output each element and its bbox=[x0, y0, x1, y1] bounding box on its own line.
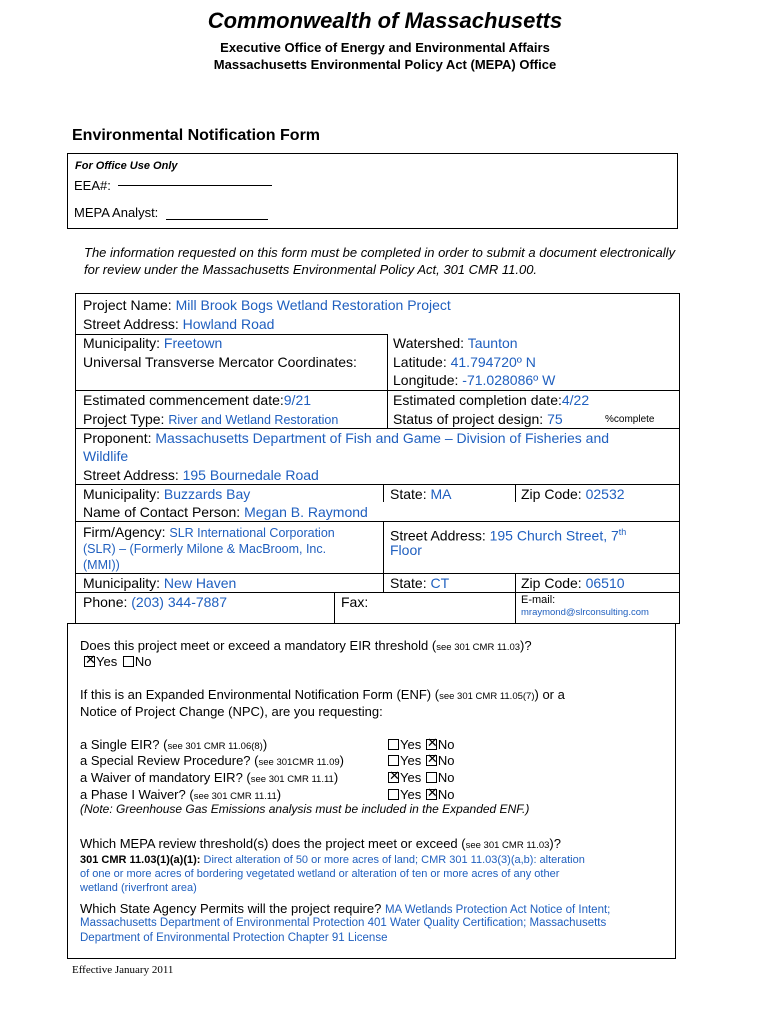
longitude-label: Longitude: bbox=[393, 372, 459, 388]
expanded-line1: If this is an Expanded Environmental Notification Form (ENF) ( bbox=[80, 687, 440, 702]
contact-state-cell bbox=[390, 574, 449, 592]
project-name-label: Project Name: bbox=[83, 297, 172, 313]
longitude-cell bbox=[393, 371, 555, 389]
street-label: Street Address: bbox=[83, 316, 179, 332]
municipality-label: Municipality: bbox=[83, 335, 161, 351]
firm-agency-value[interactable]: SLR International Corporation bbox=[169, 526, 335, 540]
table-column-rule bbox=[515, 573, 516, 624]
watershed-label: Watershed: bbox=[393, 335, 465, 351]
project-type-label: Project Type: bbox=[83, 411, 165, 427]
special-review-no-checkbox[interactable] bbox=[426, 751, 438, 766]
proponent-zip-cell bbox=[521, 485, 625, 503]
eir-question-end: )? bbox=[520, 638, 532, 653]
checkbox-x-mark: ✕ bbox=[426, 751, 438, 766]
yes-label: Yes bbox=[400, 770, 422, 785]
table-column-rule bbox=[515, 484, 516, 502]
contact-state-value[interactable]: CT bbox=[430, 575, 450, 591]
design-status-value[interactable]: 75 bbox=[547, 411, 563, 427]
fax-label: Fax: bbox=[341, 594, 369, 610]
completion-value[interactable]: 4/22 bbox=[561, 392, 590, 408]
proponent-value[interactable]: Massachusetts Department of Fish and Game – Division of Fisheries and bbox=[155, 430, 610, 446]
request-text: a Special Review Procedure? ( bbox=[80, 753, 259, 768]
contact-street-value[interactable]: 195 Church Street, 7 bbox=[489, 527, 619, 544]
request-end: ) bbox=[333, 770, 339, 785]
proponent-row bbox=[83, 429, 673, 447]
single-eir-yes-checkbox[interactable] bbox=[388, 739, 399, 750]
form-title: Environmental Notification Form bbox=[72, 127, 321, 144]
table-rule bbox=[75, 521, 680, 522]
special-review-choice bbox=[388, 752, 454, 769]
latitude-value[interactable]: 41.794720º N bbox=[450, 354, 536, 370]
watershed-value[interactable]: Taunton bbox=[467, 335, 518, 351]
contact-person-value[interactable]: Megan B. Raymond bbox=[244, 504, 368, 520]
project-type-value[interactable]: River and Wetland Restoration bbox=[168, 413, 339, 427]
eir-no-checkbox[interactable] bbox=[123, 656, 134, 667]
contact-zip-cell bbox=[521, 574, 625, 592]
eir-yes-checkbox[interactable] bbox=[84, 652, 96, 667]
expanded-ref: see 301 CMR 11.05(7) bbox=[439, 691, 535, 702]
proponent-municipality-value[interactable]: Buzzards Bay bbox=[163, 486, 251, 502]
request-ref: see 301 CMR 11.11 bbox=[193, 791, 277, 802]
table-column-rule bbox=[334, 592, 335, 624]
permits-answer-cont[interactable]: Department of Environmental Protection Chapter 91 License bbox=[80, 932, 388, 944]
firm-agency-value-cont[interactable]: (MMI)) bbox=[83, 558, 120, 572]
proponent-street-label: Street Address: bbox=[83, 467, 179, 483]
phase-one-waiver-no-checkbox[interactable] bbox=[426, 785, 438, 800]
proponent-state-cell bbox=[390, 485, 451, 503]
utm-label: Universal Transverse Mercator Coordinates: bbox=[83, 354, 357, 370]
proponent-street-row bbox=[83, 466, 319, 484]
waiver-eir-no-checkbox[interactable] bbox=[426, 772, 437, 783]
proponent-state-value[interactable]: MA bbox=[430, 486, 452, 502]
checkbox-x-mark: ✕ bbox=[85, 652, 96, 667]
phase-one-waiver-choice bbox=[388, 786, 454, 803]
completion-label: Estimated completion date: bbox=[393, 392, 562, 408]
request-ref: see 301CMR 11.09 bbox=[258, 757, 340, 768]
single-eir-choice bbox=[388, 736, 454, 753]
table-column-rule bbox=[387, 334, 388, 428]
yes-label: Yes bbox=[400, 753, 422, 768]
permits-answer-cont[interactable]: Massachusetts Department of Environmental Protection 401 Water Quality Certification; Massachusetts bbox=[80, 917, 607, 929]
percent-complete-unit: %complete bbox=[605, 414, 655, 425]
mepa-analyst-row bbox=[74, 205, 268, 220]
phase-one-waiver-yes-checkbox[interactable] bbox=[388, 789, 399, 800]
contact-zip-value[interactable]: 06510 bbox=[585, 575, 625, 591]
firm-agency-value-cont[interactable]: (SLR) – (Formerly Milone & MacBroom, Inc. bbox=[83, 542, 327, 556]
threshold-question-end: )? bbox=[549, 836, 561, 851]
threshold-question-ref: see 301 CMR 11.03 bbox=[465, 840, 550, 851]
no-label: No bbox=[437, 770, 455, 785]
eea-number-row bbox=[74, 178, 272, 193]
phone-value[interactable]: (203) 344-7887 bbox=[131, 594, 228, 610]
eir-threshold-answer bbox=[84, 653, 151, 670]
no-label: No bbox=[437, 787, 455, 802]
eir-question-text: Does this project meet or exceed a mandatory EIR threshold ( bbox=[80, 638, 437, 653]
latitude-cell bbox=[393, 353, 536, 371]
project-name-row bbox=[83, 296, 451, 314]
eir-question-ref: see 301 CMR 11.03 bbox=[436, 642, 521, 653]
threshold-answer-text[interactable]: Direct alteration of 50 or more acres of land; CMR 301 11.03(3)(a,b): alteration bbox=[203, 854, 585, 866]
waiver-eir-yes-checkbox[interactable] bbox=[388, 768, 400, 783]
contact-zip-label: Zip Code: bbox=[521, 575, 582, 591]
expanded-line2: Notice of Project Change (NPC), are you requesting: bbox=[80, 704, 383, 719]
email-label: E-mail: bbox=[521, 594, 556, 606]
waiver-eir-choice bbox=[388, 769, 454, 786]
contact-street-value-cont[interactable]: Floor bbox=[390, 542, 422, 558]
request-ref: see 301 CMR 11.11 bbox=[250, 774, 334, 785]
proponent-municipality-label: Municipality: bbox=[83, 486, 161, 502]
yes-label: Yes bbox=[400, 787, 422, 802]
firm-agency-cell bbox=[83, 523, 335, 542]
contact-street-sup: th bbox=[618, 527, 627, 537]
request-ref: see 301 CMR 11.06(8) bbox=[167, 741, 263, 752]
longitude-value[interactable]: -71.028086º W bbox=[462, 372, 556, 388]
proponent-label: Proponent: bbox=[83, 430, 152, 446]
contact-municipality-value[interactable]: New Haven bbox=[163, 575, 237, 591]
threshold-answer-citation: 301 CMR 11.03(1)(a)(1): bbox=[80, 854, 201, 866]
office-use-heading: For Office Use Only bbox=[75, 160, 178, 172]
request-end: ) bbox=[276, 787, 282, 802]
street-address-row bbox=[83, 315, 274, 333]
request-text: a Phase I Waiver? ( bbox=[80, 787, 194, 802]
checkbox-x-mark: ✕ bbox=[426, 735, 438, 750]
analyst-label: MEPA Analyst: bbox=[74, 205, 159, 220]
analyst-field[interactable] bbox=[166, 205, 268, 220]
table-column-rule bbox=[383, 484, 384, 502]
yes-label: Yes bbox=[400, 737, 422, 752]
footer-effective-date: Effective January 2011 bbox=[72, 964, 174, 976]
contact-state-label: State: bbox=[390, 575, 427, 591]
yes-label: Yes bbox=[96, 654, 118, 669]
contact-person-label: Name of Contact Person: bbox=[83, 504, 241, 520]
project-name-value[interactable]: Mill Brook Bogs Wetland Restoration Project bbox=[175, 297, 451, 313]
eea-number-field[interactable] bbox=[118, 184, 272, 186]
contact-street-cell bbox=[390, 523, 626, 545]
agency-line: Executive Office of Energy and Environmental Affairs bbox=[220, 40, 550, 55]
municipality-row bbox=[83, 334, 222, 352]
office-line: Massachusetts Environmental Policy Act (MEPA) Office bbox=[213, 57, 557, 72]
threshold-question-text: Which MEPA review threshold(s) does the project meet or exceed ( bbox=[80, 836, 466, 851]
checkbox-x-mark: ✕ bbox=[389, 768, 400, 783]
phone-cell bbox=[83, 593, 227, 611]
project-type-cell bbox=[83, 410, 338, 429]
design-status-cell bbox=[393, 410, 563, 428]
threshold-answer-cont[interactable]: of one or more acres of bordering vegetated wetland or alteration of ten or more acres of any other bbox=[80, 868, 560, 880]
request-text: a Waiver of mandatory EIR? ( bbox=[80, 770, 251, 785]
email-value[interactable]: mraymond@slrconsulting.com bbox=[521, 607, 649, 618]
municipality-value[interactable]: Freetown bbox=[163, 335, 223, 351]
phone-label: Phone: bbox=[83, 594, 128, 610]
request-text: a Single EIR? ( bbox=[80, 737, 168, 752]
special-review-yes-checkbox[interactable] bbox=[388, 755, 399, 766]
proponent-street-value[interactable]: 195 Bournedale Road bbox=[182, 467, 319, 483]
commencement-cell bbox=[83, 391, 311, 409]
document-subtitle bbox=[0, 39, 770, 73]
proponent-zip-label: Zip Code: bbox=[521, 486, 582, 502]
contact-person-row bbox=[83, 503, 368, 521]
proponent-state-label: State: bbox=[390, 486, 427, 502]
intro-text: The information requested on this form must be completed in order to submit a document electronically for review under the Massachusetts Environmental Policy Act, 301 CMR 11.00. bbox=[84, 245, 676, 277]
latitude-label: Latitude: bbox=[393, 354, 447, 370]
contact-municipality-label: Municipality: bbox=[83, 575, 161, 591]
commencement-label: Estimated commencement date: bbox=[83, 392, 284, 408]
design-status-label: Status of project design: bbox=[393, 411, 544, 427]
proponent-value-cont[interactable]: Wildlife bbox=[83, 448, 129, 464]
commencement-value[interactable]: 9/21 bbox=[283, 392, 312, 408]
request-end: ) bbox=[339, 753, 344, 768]
expanded-line1-end: ) or a bbox=[534, 687, 565, 702]
request-end: ) bbox=[262, 737, 268, 752]
no-label: No bbox=[134, 654, 152, 669]
watershed-cell bbox=[393, 334, 518, 352]
ghg-note: (Note: Greenhouse Gas Emissions analysis must be included in the Expanded ENF.) bbox=[80, 802, 530, 816]
permits-question-text: Which State Agency Permits will the project require? bbox=[80, 901, 382, 916]
table-column-rule bbox=[383, 521, 384, 592]
contact-street-label: Street Address: bbox=[390, 527, 486, 544]
completion-cell bbox=[393, 391, 589, 409]
permits-answer[interactable]: MA Wetlands Protection Act Notice of Intent; bbox=[384, 904, 611, 916]
proponent-municipality-cell bbox=[83, 485, 250, 503]
checkbox-x-mark: ✕ bbox=[426, 785, 438, 800]
no-label: No bbox=[437, 737, 455, 752]
contact-municipality-cell bbox=[83, 574, 236, 592]
firm-agency-label: Firm/Agency: bbox=[83, 524, 166, 540]
street-value[interactable]: Howland Road bbox=[182, 316, 275, 332]
eea-label: EEA#: bbox=[74, 178, 111, 193]
document-title: Commonwealth of Massachusetts bbox=[207, 8, 563, 33]
threshold-answer-cont[interactable]: wetland (riverfront area) bbox=[80, 882, 197, 894]
no-label: No bbox=[437, 753, 455, 768]
proponent-zip-value[interactable]: 02532 bbox=[585, 486, 625, 502]
single-eir-no-checkbox[interactable] bbox=[426, 735, 438, 750]
